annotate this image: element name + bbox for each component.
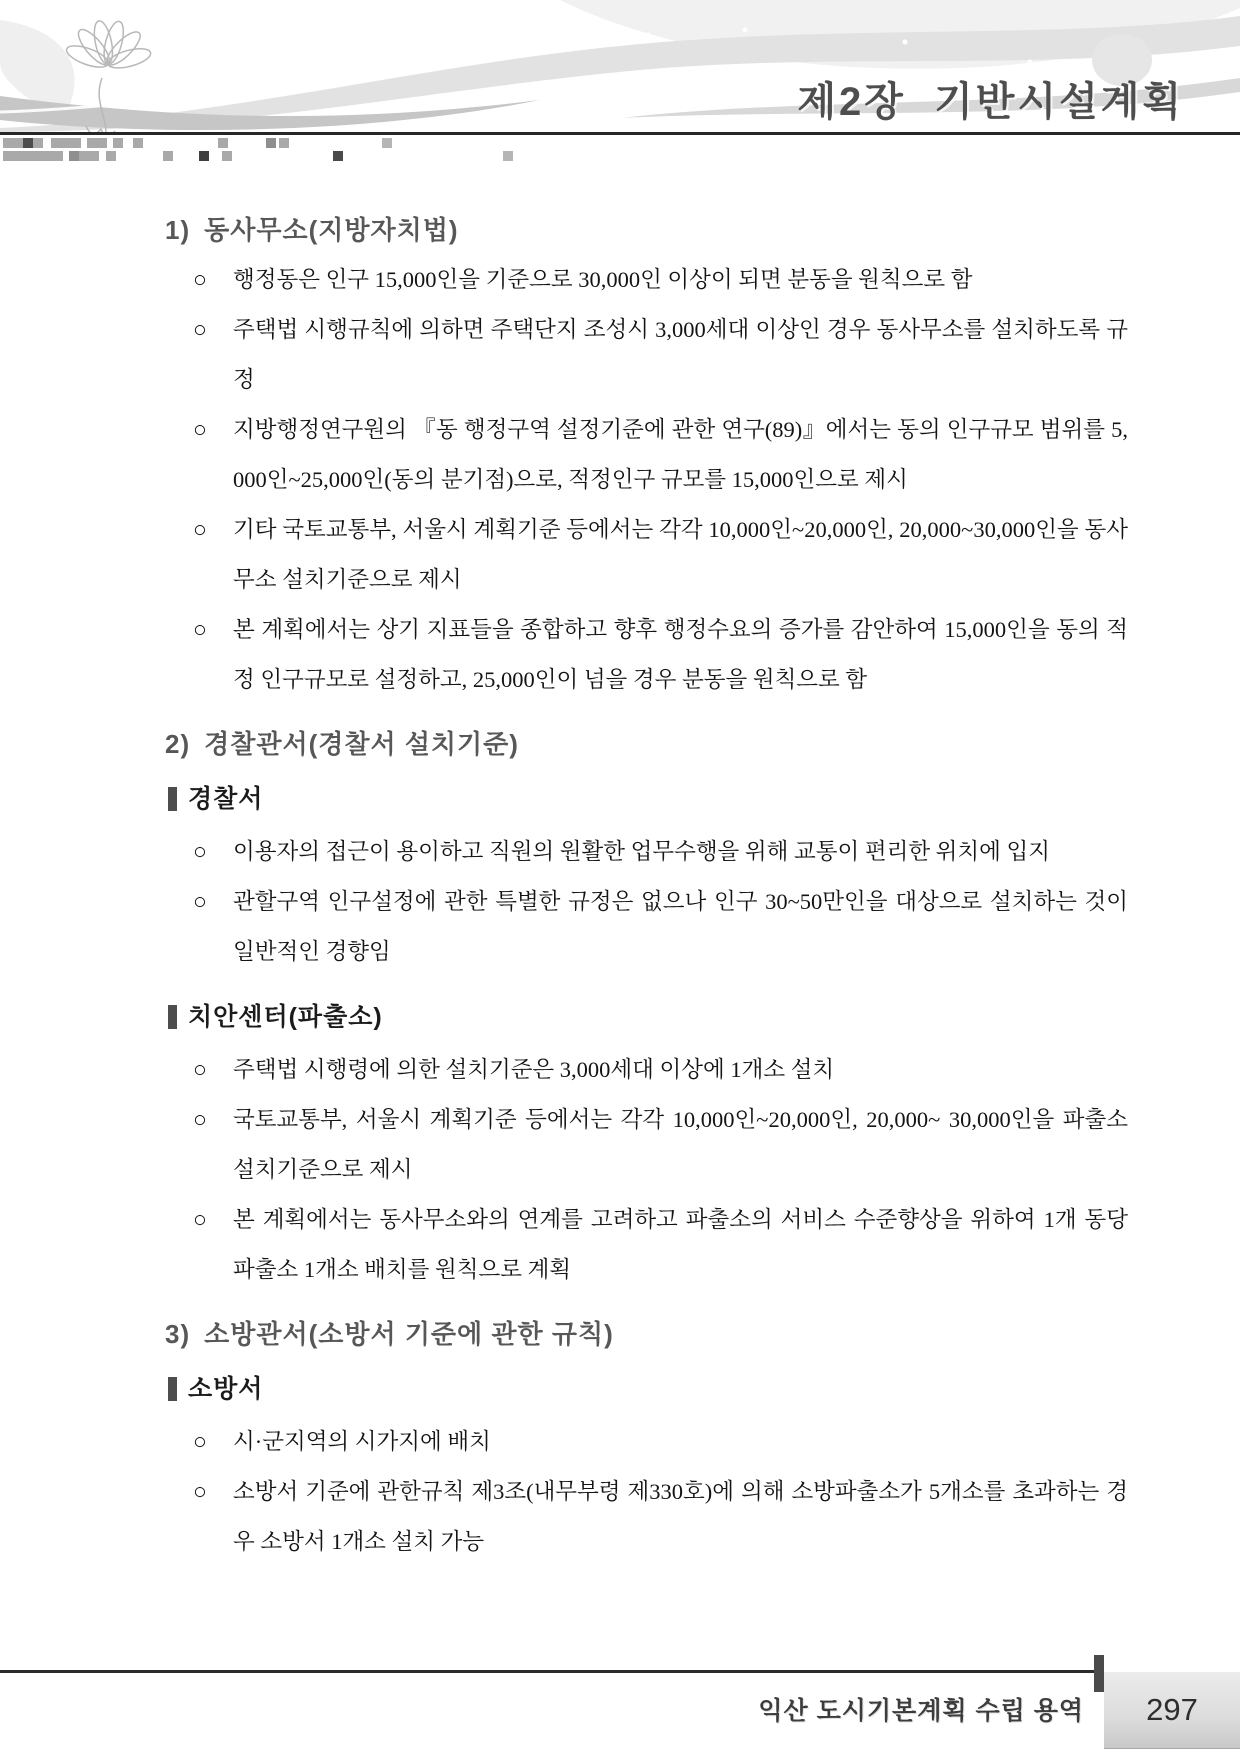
bullet-text: 본 계획에서는 상기 지표들을 종합하고 향후 행정수요의 증가를 감안하여 15,000인을 동의 적정 인구규모로 설정하고, 25,000인이 넘을 경우 분동을 원칙으로 함 <box>233 617 1128 692</box>
bullet-list <box>165 827 1128 977</box>
page-content <box>0 135 1240 1567</box>
circle-bullet-icon: ○ <box>193 317 207 342</box>
footer-rule <box>0 1670 1100 1673</box>
list-item <box>193 1467 1128 1567</box>
circle-bullet-icon: ○ <box>193 1479 207 1504</box>
list-item <box>193 1045 1128 1095</box>
list-item <box>193 827 1128 877</box>
subsection-title: 경찰서 <box>188 785 264 813</box>
subsection-title: 소방서 <box>188 1375 264 1403</box>
section-heading <box>165 215 1128 245</box>
section-title: 소방관서(소방서 기준에 관한 규칙) <box>204 1319 614 1349</box>
circle-bullet-icon: ○ <box>193 417 207 442</box>
bullet-list <box>165 255 1128 705</box>
section-number: 2) <box>165 729 191 759</box>
list-item <box>193 505 1128 605</box>
circle-bullet-icon: ○ <box>193 517 207 542</box>
section-number: 1) <box>165 215 191 245</box>
list-item <box>193 255 1128 305</box>
bullet-text: 주택법 시행규칙에 의하면 주택단지 조성시 3,000세대 이상인 경우 동사무소를 설치하도록 규정 <box>233 317 1128 392</box>
heading-bar-icon <box>168 1005 177 1029</box>
bullet-text: 본 계획에서는 동사무소와의 연계를 고려하고 파출소의 서비스 수준향상을 위하여 1개 동당 파출소 1개소 배치를 원칙으로 계획 <box>233 1207 1128 1282</box>
subsection-heading <box>168 785 1128 813</box>
bullet-text: 행정동은 인구 15,000인을 기준으로 30,000인 이상이 되면 분동을 원칙으로 함 <box>233 267 973 292</box>
subsection-title: 치안센터(파출소) <box>188 1003 383 1031</box>
bullet-text: 기타 국토교통부, 서울시 계획기준 등에서는 각각 10,000인~20,000인, 20,000~30,000인을 동사무소 설치기준으로 제시 <box>233 517 1128 592</box>
circle-bullet-icon: ○ <box>193 1207 207 1232</box>
circle-bullet-icon: ○ <box>193 267 207 292</box>
bullet-text: 지방행정연구원의 『동 행정구역 설정기준에 관한 연구(89)』에서는 동의 인구규모 범위를 5,000인~25,000인(동의 분기점)으로, 적정인구 규모를 15,000인으로 제시 <box>233 417 1128 492</box>
footer-document-title: 익산 도시기본계획 수립 용역 <box>758 1697 1084 1725</box>
footer-rule-end-cap <box>1094 1655 1104 1692</box>
list-item <box>193 1417 1128 1467</box>
bullet-text: 시·군지역의 시가지에 배치 <box>233 1429 491 1454</box>
page-number: 297 <box>1146 1692 1198 1727</box>
list-item <box>193 1095 1128 1195</box>
chapter-title: 제2장 기반시설계획 <box>797 80 1184 124</box>
list-item <box>193 877 1128 977</box>
bullet-text: 이용자의 접근이 용이하고 직원의 원활한 업무수행을 위해 교통이 편리한 위치에 입지 <box>233 839 1050 864</box>
bullet-text: 소방서 기준에 관한규칙 제3조(내무부령 제330호)에 의해 소방파출소가 5개소를 초과하는 경우 소방서 1개소 설치 가능 <box>233 1479 1128 1554</box>
page-number-box <box>1104 1672 1240 1749</box>
bullet-text: 관할구역 인구설정에 관한 특별한 규정은 없으나 인구 30~50만인을 대상으로 설치하는 것이 일반적인 경향임 <box>233 889 1128 964</box>
list-item <box>193 405 1128 505</box>
section-heading <box>165 729 1128 759</box>
circle-bullet-icon: ○ <box>193 839 207 864</box>
list-item <box>193 305 1128 405</box>
list-item <box>193 605 1128 705</box>
circle-bullet-icon: ○ <box>193 1429 207 1454</box>
heading-bar-icon <box>168 787 177 811</box>
section-police <box>165 729 1128 1295</box>
circle-bullet-icon: ○ <box>193 617 207 642</box>
circle-bullet-icon: ○ <box>193 889 207 914</box>
subsection-heading <box>168 1375 1128 1403</box>
section-title: 경찰관서(경찰서 설치기준) <box>204 729 519 759</box>
section-title: 동사무소(지방자치법) <box>204 215 459 245</box>
bullet-list <box>165 1417 1128 1567</box>
circle-bullet-icon: ○ <box>193 1057 207 1082</box>
section-heading <box>165 1319 1128 1349</box>
bullet-text: 주택법 시행령에 의한 설치기준은 3,000세대 이상에 1개소 설치 <box>233 1057 835 1082</box>
heading-bar-icon <box>168 1377 177 1401</box>
section-number: 3) <box>165 1319 191 1349</box>
page-header <box>0 0 1240 135</box>
circle-bullet-icon: ○ <box>193 1107 207 1132</box>
section-community-office <box>165 215 1128 705</box>
subsection-heading <box>168 1003 1128 1031</box>
section-fire <box>165 1319 1128 1567</box>
bullet-text: 국토교통부, 서울시 계획기준 등에서는 각각 10,000인~20,000인, 20,000~ 30,000인을 파출소 설치기준으로 제시 <box>233 1107 1128 1182</box>
bullet-list <box>165 1045 1128 1295</box>
list-item <box>193 1195 1128 1295</box>
